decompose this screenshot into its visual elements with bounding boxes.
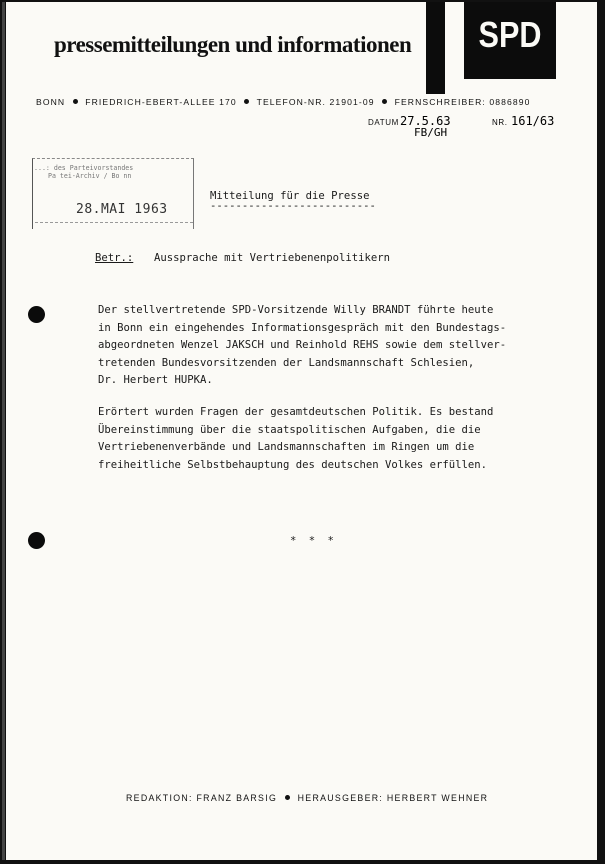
paragraph-1 — [98, 302, 568, 390]
stamp-text — [34, 164, 194, 180]
bullet-icon — [382, 99, 387, 104]
subject-label: Betr.: — [95, 252, 134, 264]
datum-label-wrap — [368, 115, 399, 128]
address-city: BONN — [36, 97, 66, 107]
stamp-line-1: ...: des Parteivorstandes — [34, 164, 134, 172]
paragraph-line: freiheitliche Selbstbehauptung des deutschen Volkes erfüllen. — [98, 458, 488, 471]
letterhead-title: pressemitteilungen und informationen — [54, 32, 412, 57]
paragraph-line: Erörtert wurden Fragen der gesamtdeutschen Politik. Es bestand — [98, 406, 494, 418]
stamp-divider — [35, 222, 193, 223]
footer-publisher: HERAUSGEBER: HERBERT WEHNER — [297, 793, 489, 803]
paragraph-line: Übereinstimmung über die staatspolitischen Aufgaben, die die — [98, 423, 481, 436]
paragraph-line: Der stellvertretende SPD-Vorsitzende Willy BRANDT führte heute — [98, 304, 494, 316]
paragraph-line: in Bonn ein eingehendes Informationsgespräch mit den Bundestags- — [98, 321, 507, 334]
letterhead-address — [36, 97, 531, 107]
address-phone: TELEFON-NR. 21901-09 — [256, 97, 375, 107]
bullet-icon — [244, 99, 249, 104]
punch-hole-icon — [28, 306, 45, 323]
scan-edge — [2, 2, 5, 860]
address-street: FRIEDRICH-EBERT-ALLEE 170 — [85, 97, 237, 107]
datum-value: 27.5.63 — [400, 114, 451, 128]
press-release-page — [6, 2, 597, 860]
heading-mitteilung: Mitteilung für die Presse — [210, 190, 370, 202]
footer-editor: REDAKTION: FRANZ BARSIG — [126, 793, 278, 803]
stamp-line-2: Pa tei-Archiv / Bo nn — [48, 172, 132, 180]
nr-label: NR. — [492, 118, 508, 127]
address-telex: FERNSCHREIBER: 0886890 — [394, 97, 531, 107]
heading-underline: -------------------------- — [210, 200, 376, 212]
closing-stars: * * * — [290, 535, 337, 547]
datum-label: DATUM — [368, 118, 399, 127]
punch-hole-icon — [28, 532, 45, 549]
bullet-icon — [73, 99, 78, 104]
paragraph-line: abgeordneten Wenzel JAKSCH und Reinhold REHS sowie dem stellver- — [98, 339, 507, 351]
paragraph-line: Vertriebenenverbände und Landsmannschaften im Ringen um die — [98, 441, 475, 453]
paragraph-line: tretenden Bundesvorsitzenden der Landsmannschaft Schlesien, — [98, 356, 475, 369]
spd-logo-text: SPD — [478, 14, 542, 55]
subject-text: Aussprache mit Vertriebenenpolitikern — [154, 252, 390, 264]
paragraph-line: Dr. Herbert HUPKA. — [98, 374, 213, 386]
logo-bar — [426, 2, 445, 94]
author-initials: FB/GH — [414, 126, 448, 139]
nr-value: 161/63 — [511, 114, 555, 128]
footer — [126, 793, 488, 803]
paragraph-2 — [98, 404, 568, 474]
bullet-icon — [285, 795, 290, 800]
stamp-date: 28.MAI 1963 — [76, 202, 168, 217]
